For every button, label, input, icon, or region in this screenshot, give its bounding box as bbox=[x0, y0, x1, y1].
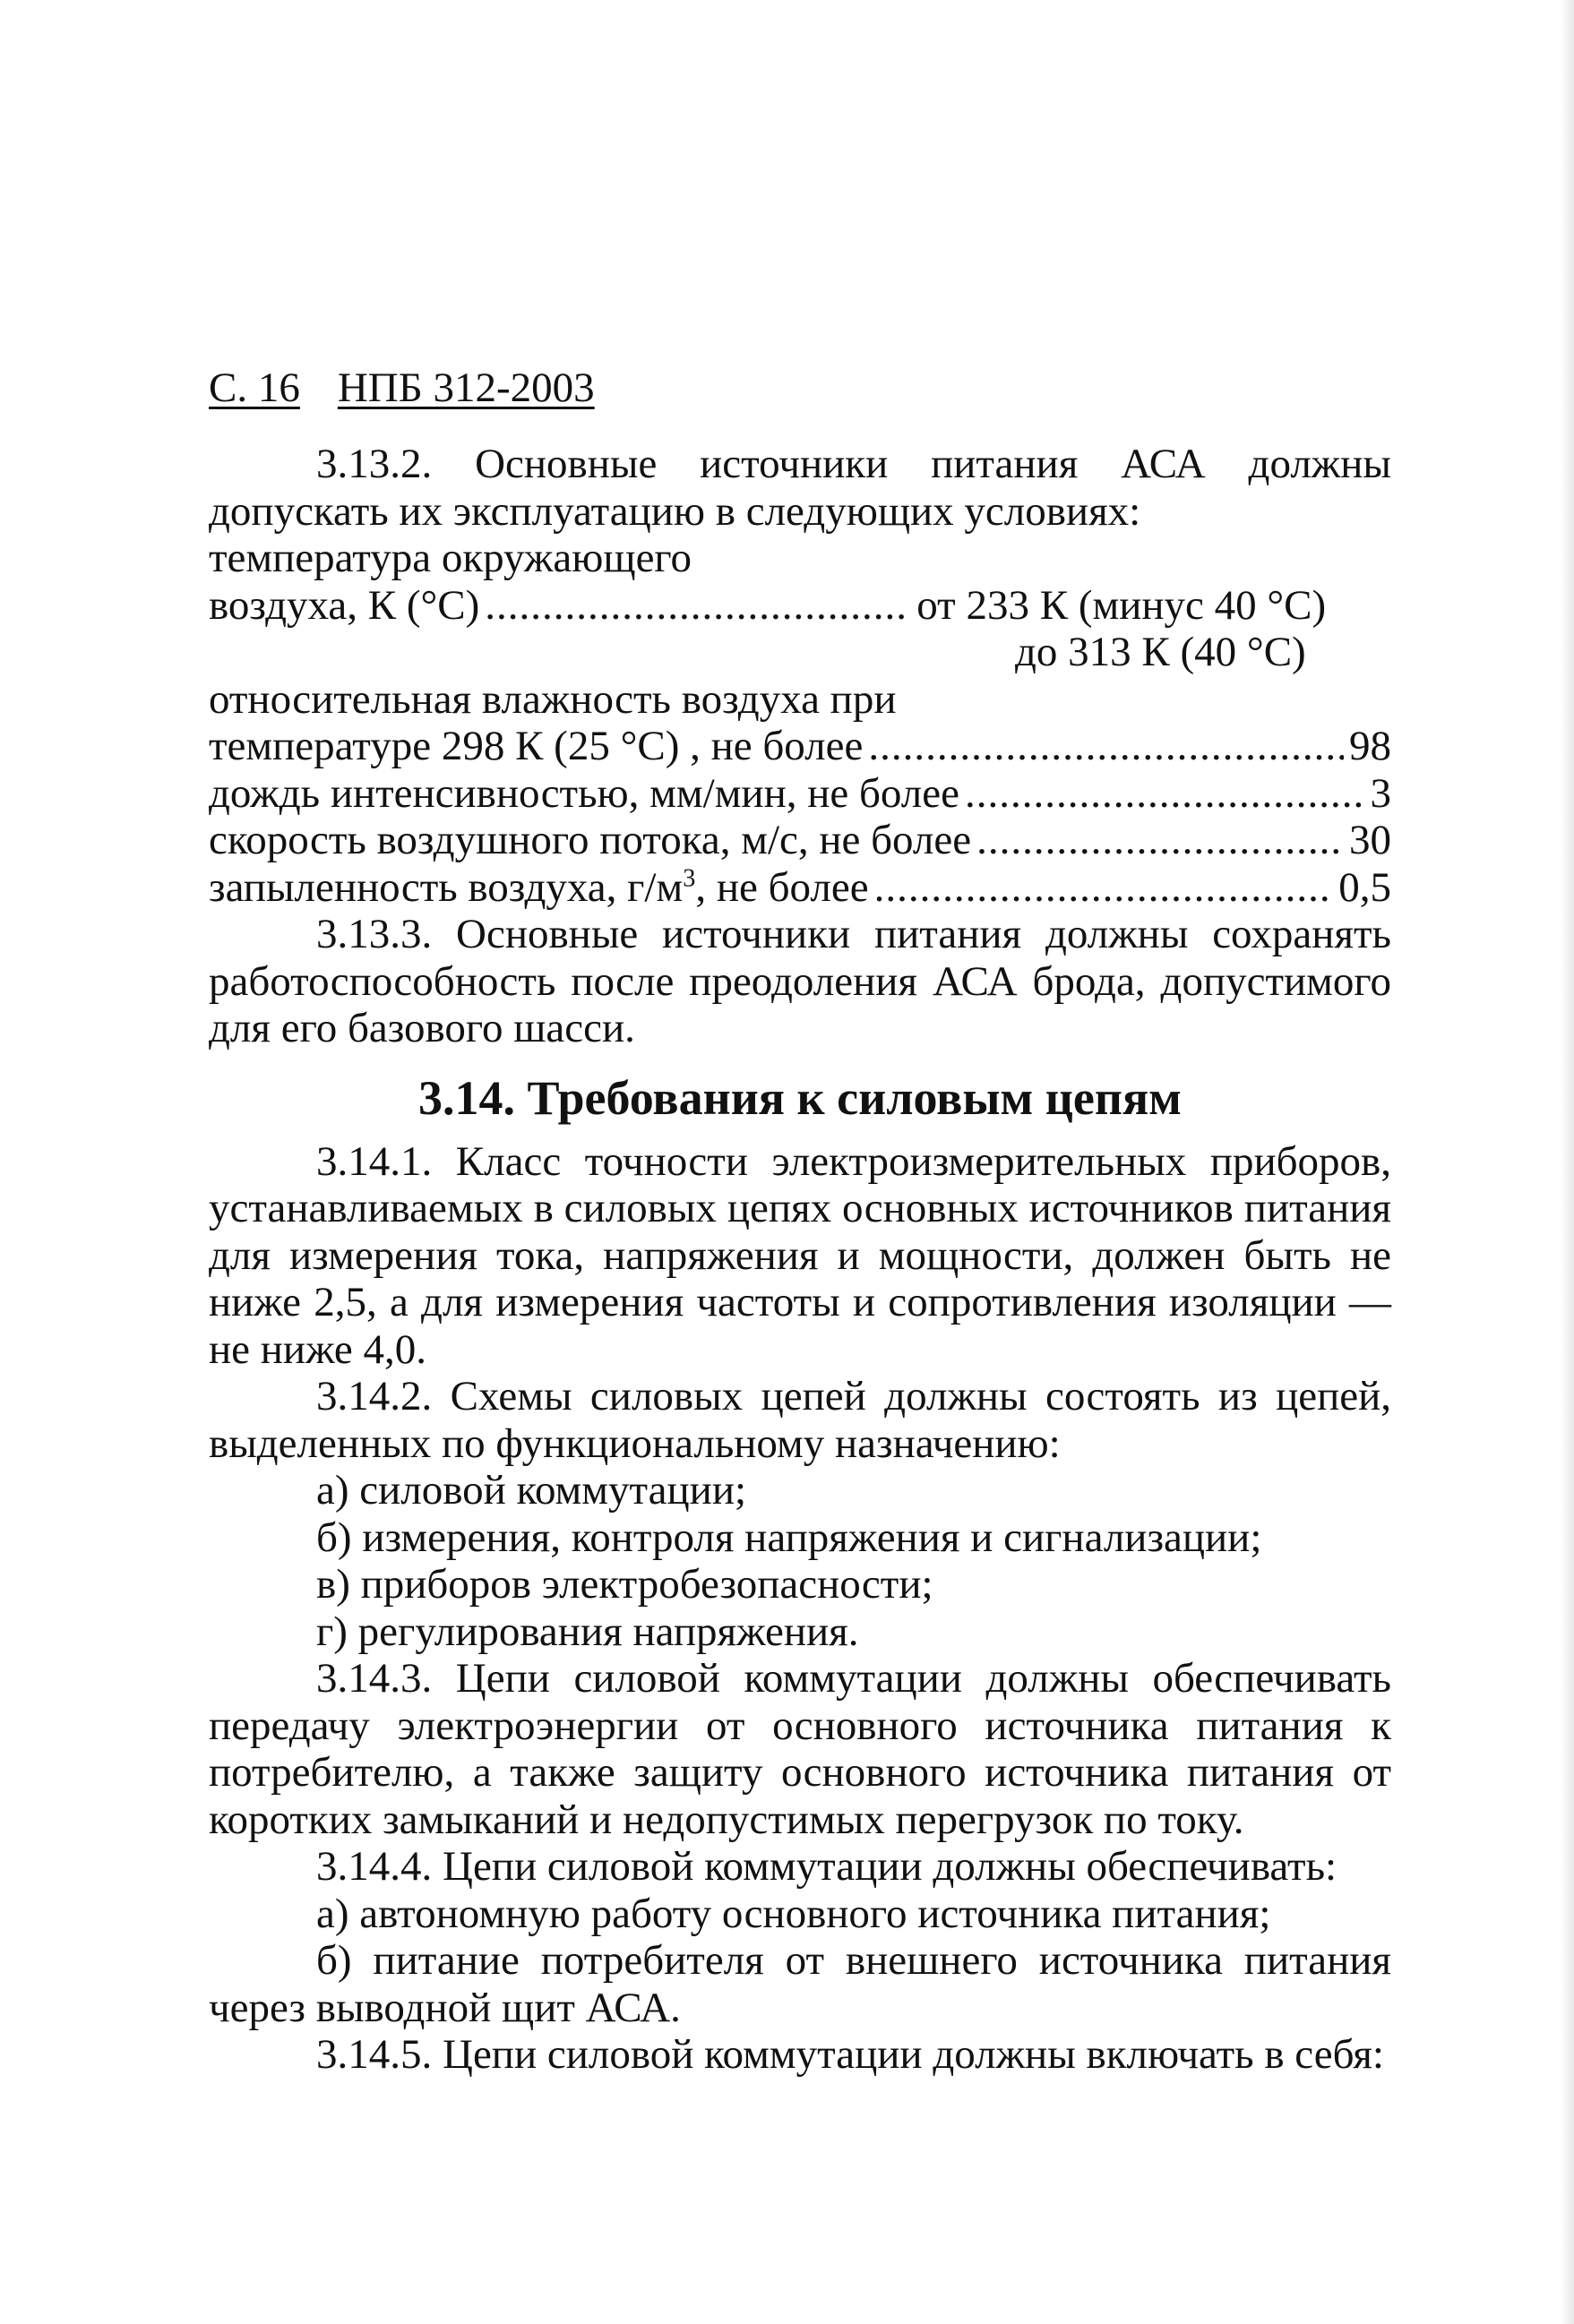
dot-leader bbox=[976, 817, 1344, 864]
rain-row bbox=[209, 770, 1391, 818]
dot-leader bbox=[965, 770, 1365, 818]
wind-value: 30 bbox=[1349, 817, 1391, 863]
paragraph-3-13-3: 3.13.3. Основные источники питания должны сохранять работоспособность после преодоления АСА брода, допустимого для его базового шасси. bbox=[209, 911, 1391, 1051]
list-item: а) автономную работу основного источника питания; bbox=[316, 1890, 1271, 1937]
list-item: б) измерения, контроля напряжения и сигнализации; bbox=[316, 1514, 1262, 1561]
dot-leader bbox=[485, 582, 906, 630]
temperature-value-line-2: до 313 К (40 °С) bbox=[1015, 629, 1306, 675]
list-item: б) питание потребителя от внешнего источника питания через выводной щит АСА. bbox=[209, 1937, 1391, 2031]
dust-row bbox=[209, 864, 1391, 912]
paragraph-3-14-1: 3.14.1. Класс точности электроизмерительных приборов, устанавливаемых в силовых цепях основных источников питания для измерения тока, напряжения и мощности, должен быть не ниже 2,5, а для измерения частоты и сопротивления изоляции — не ниже 4,0. bbox=[209, 1137, 1391, 1373]
section-heading-3-14: 3.14. Требования к силовым цепям bbox=[418, 1070, 1182, 1125]
temperature-row bbox=[209, 582, 1391, 630]
dust-label-suffix: , не более bbox=[695, 863, 869, 911]
list-item: а) силовой коммутации; bbox=[316, 1467, 747, 1514]
page-body bbox=[209, 441, 1391, 2079]
temperature-value-line-1: от 233 К (минус 40 °С) bbox=[916, 581, 1327, 629]
dot-leader bbox=[868, 723, 1344, 770]
standard-code: НПБ 312-2003 bbox=[337, 364, 595, 411]
dust-label bbox=[209, 864, 869, 912]
paragraph-3-14-3: 3.14.3. Цепи силовой коммутации должны обеспечивать передачу электроэнергии от основного источника питания к потребителю, а также защиту основного источника питания от коротких замыканий и недопустимых перегрузок по току. bbox=[209, 1655, 1391, 1843]
humidity-row bbox=[209, 723, 1391, 770]
paragraph-3-13-2: 3.13.2. Основные источники питания АСА должны допускать их эксплуатацию в следующих условиях: bbox=[209, 441, 1391, 535]
wind-row bbox=[209, 817, 1391, 864]
dust-value: 0,5 bbox=[1338, 863, 1391, 911]
humidity-value: 98 bbox=[1349, 723, 1391, 769]
rain-label: дождь интенсивностью, мм/мин, не более bbox=[209, 769, 959, 817]
dust-label-text: запыленность воздуха, г/м bbox=[209, 863, 684, 911]
humidity-label-line-2: температуре 298 К (25 °С) , не более bbox=[209, 723, 864, 769]
list-item: в) приборов электробезопасности; bbox=[316, 1561, 933, 1608]
wind-label: скорость воздушного потока, м/с, не более bbox=[209, 817, 972, 863]
humidity-label-line-1: относительная влажность воздуха при bbox=[209, 675, 897, 723]
dust-label-exponent: 3 bbox=[683, 863, 696, 892]
scan-edge-shadow bbox=[1561, 0, 1574, 2324]
rain-value: 3 bbox=[1370, 769, 1391, 817]
conditions-list bbox=[209, 535, 1391, 911]
paragraph-3-14-5: 3.14.5. Цепи силовой коммутации должны включать в себя: bbox=[316, 2031, 1384, 2078]
paragraph-3-14-2: 3.14.2. Схемы силовых цепей должны состоять из цепей, выделенных по функциональному назначению: bbox=[209, 1373, 1391, 1467]
temperature-label-line-1: температура окружающего bbox=[209, 535, 692, 581]
list-item: г) регулирования напряжения. bbox=[316, 1608, 859, 1655]
page-header bbox=[209, 363, 595, 413]
temperature-label-line-2: воздуха, К (°С) bbox=[209, 581, 480, 629]
paragraph-3-14-4: 3.14.4. Цепи силовой коммутации должны обеспечивать: bbox=[316, 1843, 1337, 1890]
page-number: С. 16 bbox=[209, 364, 300, 411]
dot-leader bbox=[874, 864, 1334, 912]
